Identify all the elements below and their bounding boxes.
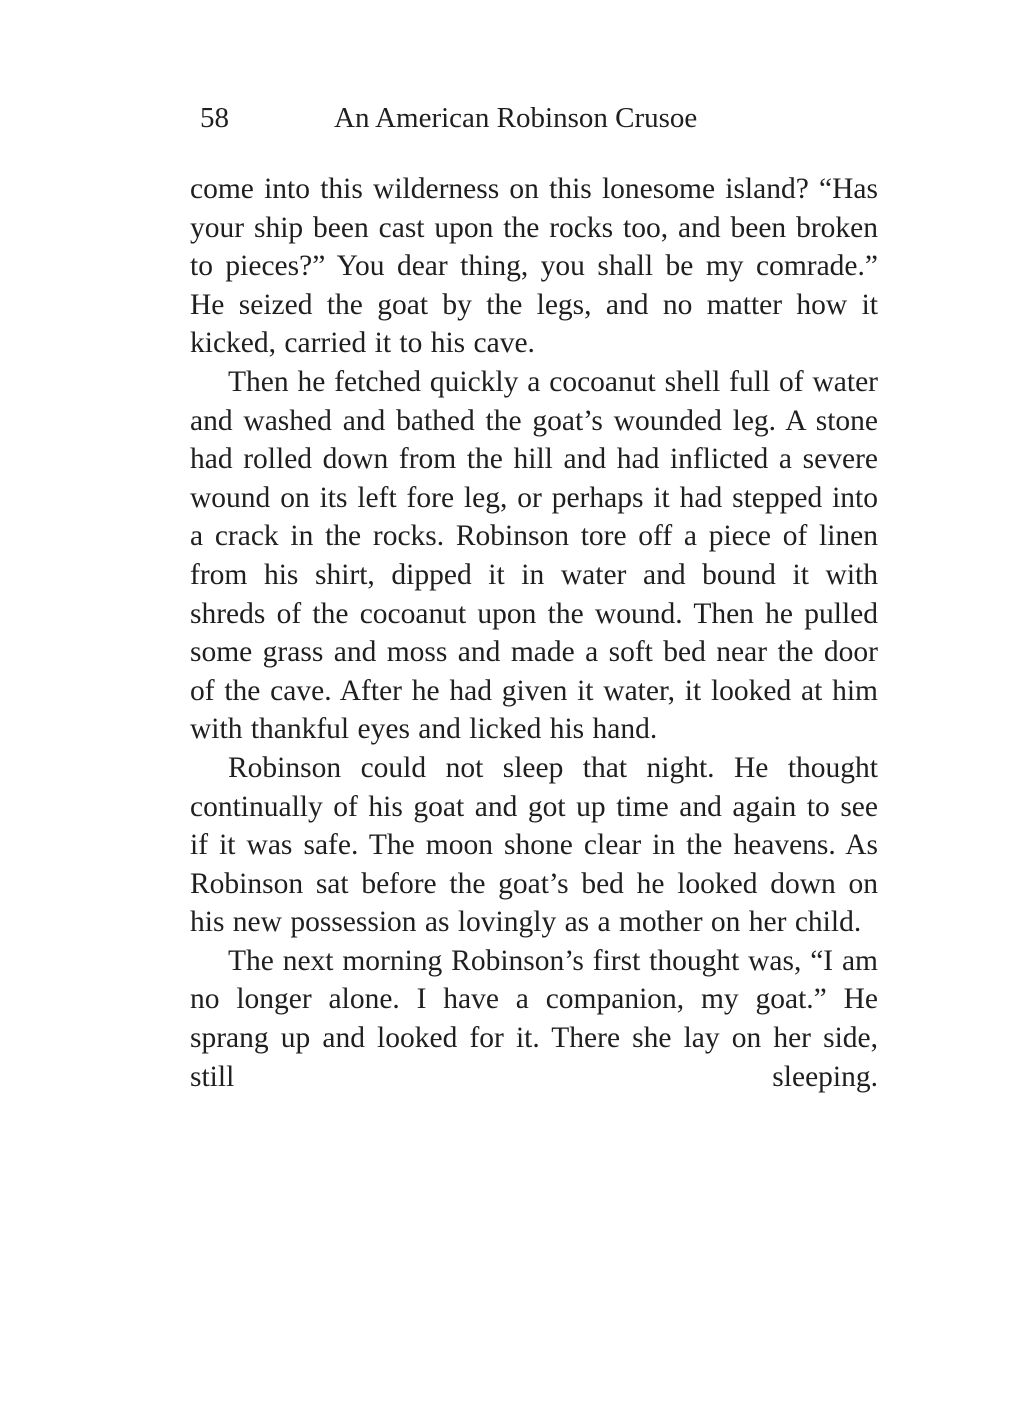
paragraph-night-watch: Robinson could not sleep that night. He thought continually of his goat and got up time and again to see if it was safe. The moon shone clear in the heavens. As Robinson sat before the goat’s bed he looked down on his new possession as lovingly as a mother on her child. bbox=[190, 751, 878, 939]
page-number: 58 bbox=[200, 102, 229, 134]
paragraph-continuation: come into this wilderness on this lonesome island? “Has your ship been cast upon the rocks too, and been broken to pieces?” You dear thing, you shall be my comrade.” He seized the goat by the legs, and no matter how it kicked, carried it to his cave. bbox=[190, 173, 878, 360]
body-text bbox=[190, 170, 878, 1260]
running-head bbox=[200, 96, 880, 140]
paragraph-goat-care: Then he fetched quickly a cocoanut shell full of water and washed and bathed the goat’s wounded leg. A stone had rolled down from the hill and had inflicted a severe wound on its left fore leg, or perhaps it had stepped into a crack in the rocks. Robinson tore off a piece of linen from his shirt, dipped it in water and bound it with shreds of the cocoanut upon the wound. Then he pulled some grass and moss and made a soft bed near the door of the cave. After he had given it water, it looked at him with thankful eyes and licked his hand. bbox=[190, 365, 878, 746]
book-title: An American Robinson Crusoe bbox=[334, 102, 698, 134]
paragraph-next-morning: The next morning Robinson’s first thought was, “I am no longer alone. I have a companion, my goat.” He sprang up and looked for it. There she lay on her side, still sleeping. bbox=[190, 944, 878, 1093]
